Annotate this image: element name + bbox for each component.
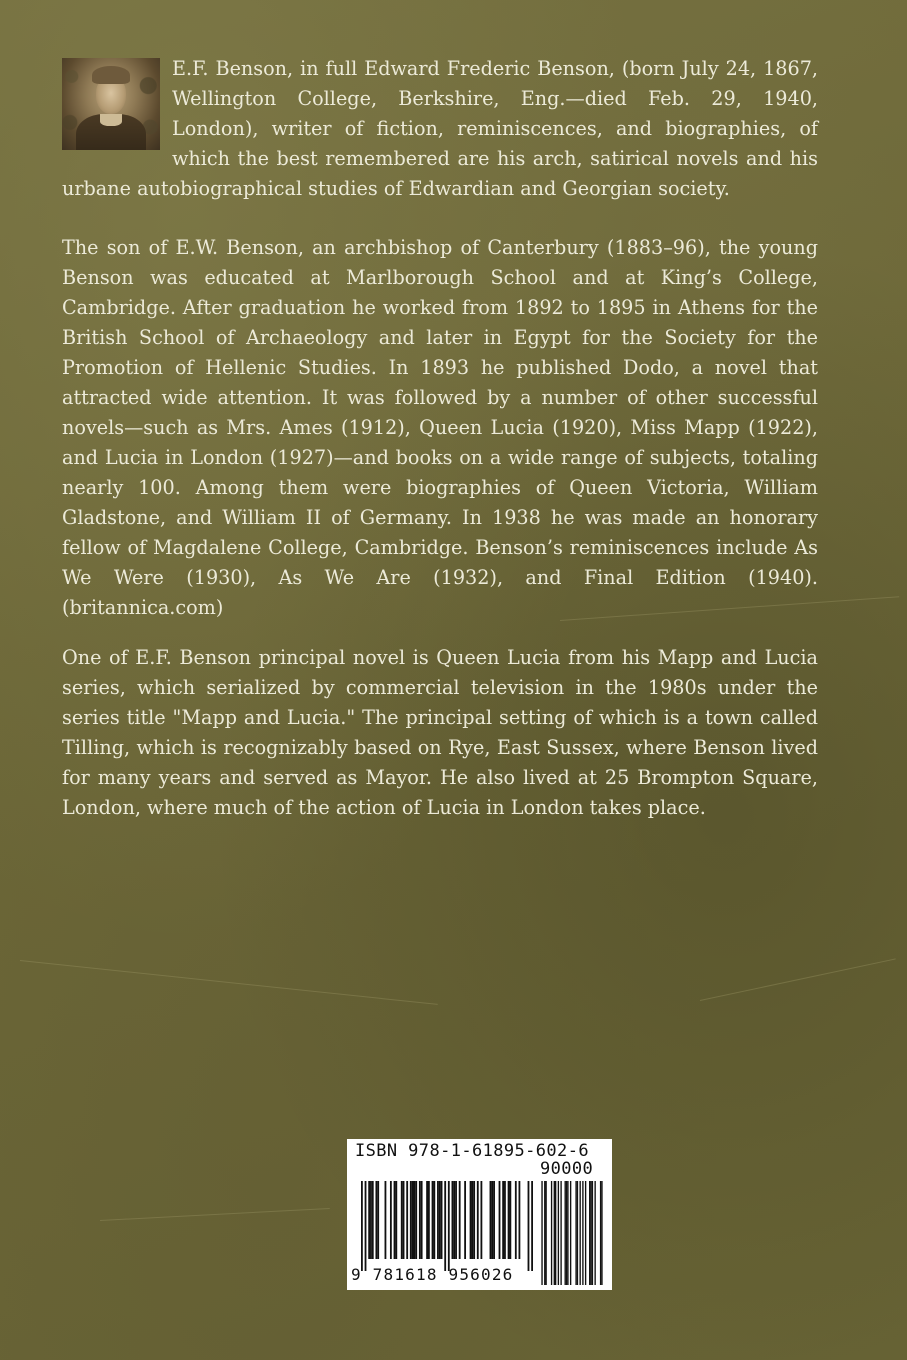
barcode-bar (493, 1181, 495, 1259)
barcode-bar (453, 1181, 455, 1259)
barcode-bar (589, 1181, 590, 1285)
barcode-bar (579, 1181, 580, 1285)
barcode-bar (502, 1181, 504, 1259)
barcode-bar (432, 1181, 434, 1259)
barcode-bar (592, 1181, 593, 1285)
barcode-bar (601, 1181, 602, 1285)
ean13-bars (361, 1181, 533, 1271)
barcode-bar (459, 1181, 461, 1259)
barcode-bar (401, 1181, 403, 1259)
barcode-bar (541, 1181, 542, 1285)
barcode-bar (452, 1181, 454, 1259)
barcode-bar (590, 1181, 591, 1285)
barcode-bar (375, 1181, 377, 1259)
barcode-bar (406, 1181, 408, 1259)
leather-crease (700, 958, 896, 1001)
barcode-bar (558, 1181, 559, 1285)
barcode-bar (377, 1181, 379, 1259)
addon-bars (540, 1181, 604, 1285)
barcode-bar (439, 1181, 441, 1259)
barcode-bar (545, 1181, 546, 1285)
barcode-bar (504, 1181, 506, 1259)
barcode-bar (385, 1181, 387, 1259)
barcode-bar (519, 1181, 521, 1259)
barcode-bar (421, 1181, 423, 1259)
barcode-bar (555, 1181, 556, 1285)
barcode-bar (551, 1181, 552, 1285)
isbn-barcode (347, 1139, 612, 1290)
barcode-bar (372, 1181, 374, 1259)
author-bio-paragraph (62, 54, 818, 204)
barcode-bar (368, 1181, 370, 1259)
barcode-bar (531, 1181, 533, 1271)
author-portrait-photo (62, 58, 160, 150)
barcode-bar (566, 1181, 567, 1285)
barcode-bar (365, 1181, 367, 1271)
barcode-bar (361, 1181, 363, 1271)
barcode-bar (470, 1181, 472, 1259)
barcode-bar (444, 1181, 446, 1271)
barcode-bar (415, 1181, 417, 1259)
barcode-bar (570, 1181, 571, 1285)
barcode-bar (577, 1181, 578, 1285)
career-paragraph: The son of E.W. Benson, an archbishop of Canterbury (1883–96), the young Benson was educated at Marlborough School and at King’s College, Cambridge. After graduation he worked from 1892 to 1895 in Athens for the British School of Archaeology and later in Egypt for the Society for the Promotion of Hellenic Studies. In 1893 he published Dodo, a novel that attracted wide attention. It was followed by a number of other successful novels—such as Mrs. Ames (1912), Queen Lucia (1920), Miss Mapp (1922), and Lucia in London (1927)—and books on a wide range of subjects, totaling nearly 100. Among them were biographies of Queen Victoria, William Gladstone, and William II of Germany. In 1938 he was made an honorary fellow of Magdalene College, Cambridge. Benson’s reminiscences include As We Were (1930), As We Are (1932), and Final Edition (1940). (britannica.com) (62, 236, 818, 619)
barcode-bar (410, 1181, 412, 1259)
barcode-bar (473, 1181, 475, 1259)
barcode-bar (428, 1181, 430, 1259)
barcode-bar (490, 1181, 492, 1259)
barcode-bar (480, 1181, 482, 1259)
barcode-bar (441, 1181, 443, 1259)
leather-crease (100, 1208, 330, 1221)
barcode-bar (455, 1181, 457, 1259)
barcode-bar (491, 1181, 493, 1259)
barcode-bar (394, 1181, 396, 1259)
barcode-bar (477, 1181, 479, 1259)
barcode-bar (419, 1181, 421, 1259)
barcode-bar (464, 1181, 466, 1259)
barcode-bar (403, 1181, 405, 1259)
barcode-bar (600, 1181, 601, 1285)
barcode-bar (565, 1181, 566, 1285)
barcode-bar (585, 1181, 586, 1285)
barcode-bar (437, 1181, 439, 1259)
leather-crease (20, 960, 438, 1005)
price-code: 90000 (540, 1159, 594, 1179)
barcode-bar (528, 1181, 530, 1271)
barcode-bar (433, 1181, 435, 1259)
ean-digits: 9 781618 956026 (351, 1265, 514, 1284)
barcode-bar (448, 1181, 450, 1271)
barcode-bar (471, 1181, 473, 1259)
barcode-bar (554, 1181, 555, 1285)
barcode-bar (370, 1181, 372, 1259)
barcode-bar (509, 1181, 511, 1259)
barcode-bar (594, 1181, 595, 1285)
barcode-bar (499, 1181, 501, 1259)
barcode-bar (544, 1181, 545, 1285)
barcode-bar (582, 1181, 583, 1285)
barcode-bar (560, 1181, 561, 1285)
barcode-bar (395, 1181, 397, 1259)
barcode-bar (390, 1181, 392, 1259)
barcode-bar (508, 1181, 510, 1259)
barcode-bar (575, 1181, 576, 1285)
barcode-bar (414, 1181, 416, 1259)
barcode-bar (426, 1181, 428, 1259)
isbn-label: ISBN 978-1-61895-602-6 (355, 1141, 589, 1161)
barcode-bar (515, 1181, 517, 1259)
mapp-lucia-paragraph: One of E.F. Benson principal novel is Queen Lucia from his Mapp and Lucia series, which serialized by commercial television in the 1980s under the series title "Mapp and Lucia." The principal setting of which is a town called Tilling, which is recognizably based on Rye, East Sussex, where Benson lived for many years and served as Mayor. He also lived at 25 Brompton Square, London, where much of the action of Lucia in London takes place. (62, 646, 818, 819)
author-bio-text: E.F. Benson, in full Edward Frederic Benson, (born July 24, 1867, Wellington College, Berkshire, Eng.—died Feb. 29, 1940, London), writer of fiction, reminiscences, and biographies, of which the best remembered are his arch, satirical novels and his urbane autobiographical studies of Edwardian and Georgian society. (62, 57, 818, 200)
barcode-bar (567, 1181, 568, 1285)
barcode-bar (412, 1181, 414, 1259)
